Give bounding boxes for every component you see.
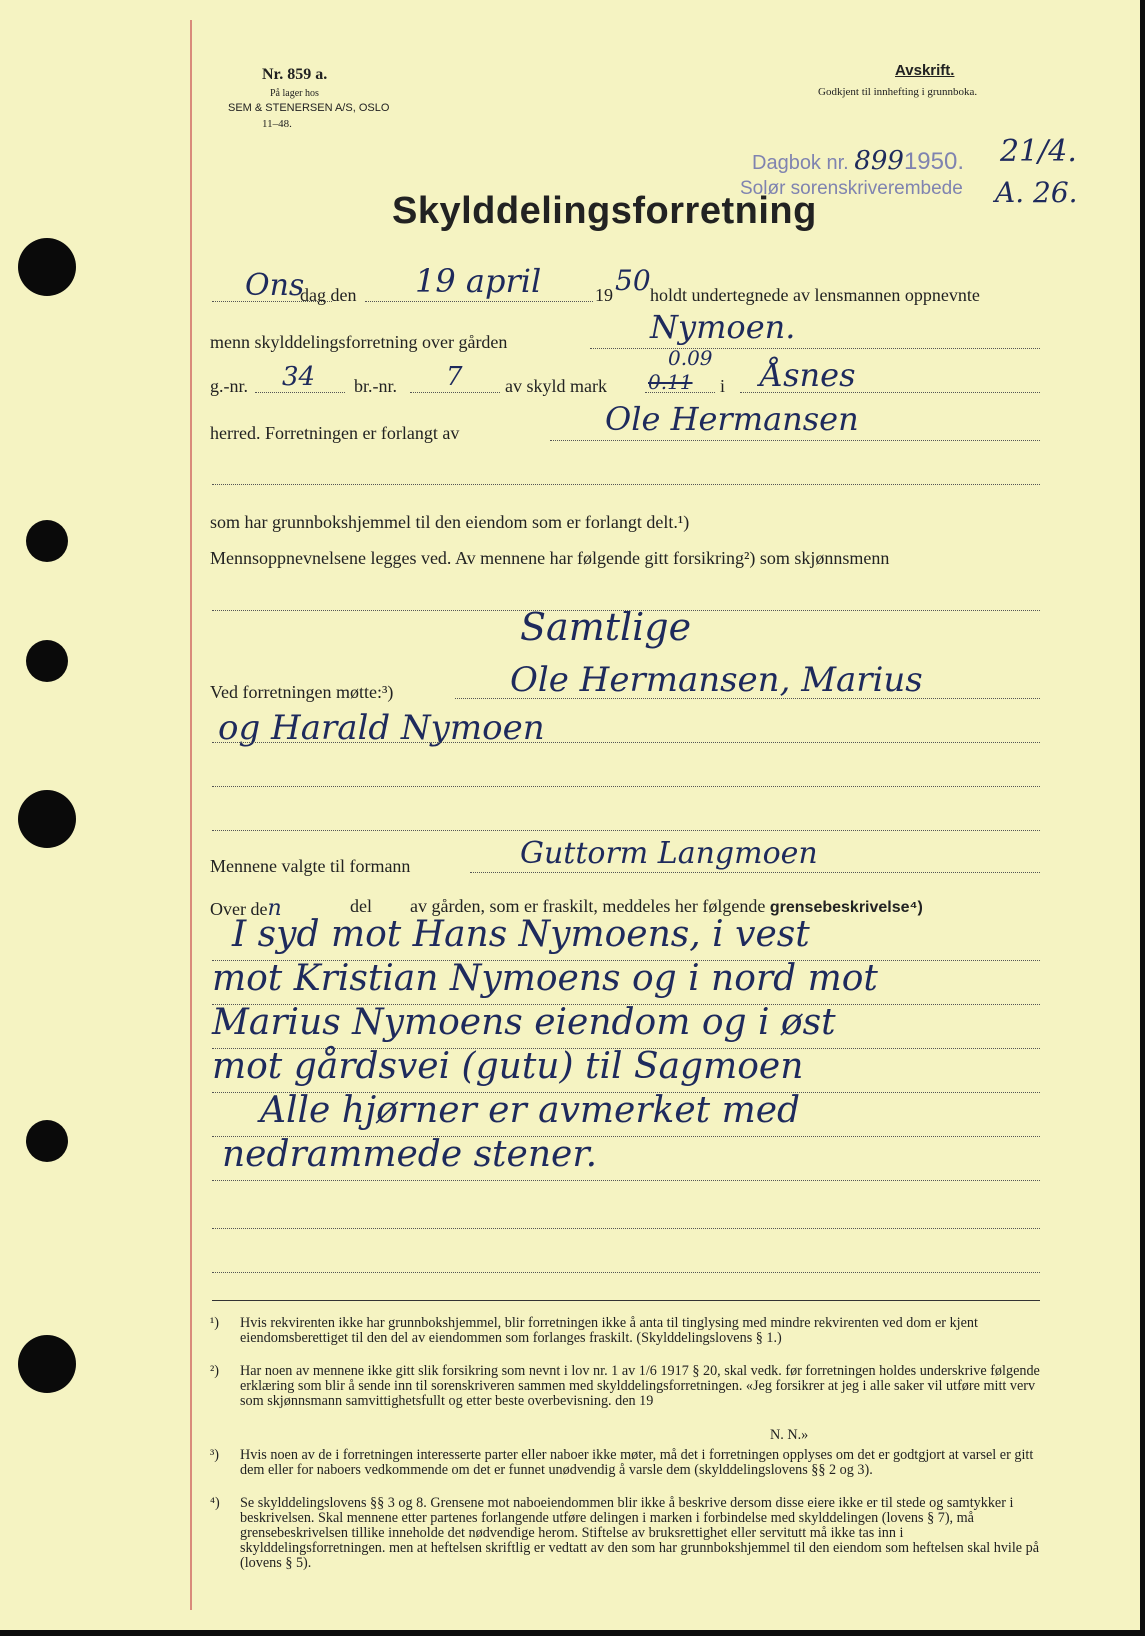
dotted-rule: [212, 1228, 1040, 1229]
boundary-line: mot gårdsvei (gutu) til Sagmoen: [212, 1046, 804, 1087]
chair-label: Mennene valgte til formann: [210, 856, 411, 876]
footnote-signature: N. N.»: [770, 1427, 809, 1443]
attended-2: og Harald Nymoen: [218, 708, 545, 748]
footnote-separator: [212, 1300, 1040, 1301]
boundary-line: Marius Nymoens eiendom og i øst: [212, 1002, 836, 1043]
skyld-new: 0.09: [668, 346, 713, 370]
office-stamp: Solør sorenskriverembede: [740, 178, 963, 199]
brnr-value: 7: [446, 362, 463, 392]
dotted-rule: [212, 301, 332, 302]
page-title: Skylddelingsforretning: [392, 190, 817, 232]
punch-hole: [18, 790, 76, 848]
held-text: holdt undertegnede av lensmannen oppnevnte: [650, 285, 980, 305]
punch-hole: [26, 640, 68, 682]
attended-label: Ved forretningen møtte:³): [210, 682, 394, 702]
requester: Ole Hermansen: [605, 400, 859, 438]
footnote-mark: ¹): [210, 1315, 219, 1331]
footnote: [210, 1316, 1040, 1346]
over-label-text: Over de: [210, 899, 268, 919]
del-label: del: [350, 896, 372, 916]
footnote-text: Se skylddelingslovens §§ 3 og 8. Grensene mot naboeiendommen blir ikke å beskrive dersom disse eiere ikke er til stede og samtykker i beskrivelsen. Skal mennene etter partenes forlangende utføre delingen i marken i forbindelse med skylddelingen (lovens § 7), må grensebeskrivelsen tillike inneholde det nødvendige herom. Stiftelse av bruksrettighet eller servitutt må ikke tas inn i skylddelingsforretningen. men at heftelsen skriftlig er vedtatt av den som har grunnbokshjemmel til den eiendom som heftelsen skal hvile på (lovens § 5).: [240, 1495, 1040, 1571]
boundary-line: I syd mot Hans Nymoens, i vest: [232, 914, 810, 955]
boundary-line: mot Kristian Nymoens og i nord mot: [212, 958, 878, 999]
footnote: [210, 1364, 1040, 1409]
journal-number: 899: [854, 146, 904, 176]
attended-1: Ole Hermansen, Marius: [510, 660, 923, 700]
footnote-text: Hvis noen av de i forretningen interesserte parter eller naboer ikke møter, må det i forretningen opplyses om det er godtgjort at varsel er gitt dem eller for naboers vedkommende om det er funnet unødvendig å varsle dem (skylddelingslovens §§ 2 og 3).: [240, 1447, 1034, 1478]
herred-text: herred. Forretningen er forlangt av: [210, 423, 460, 443]
sworn-men: Samtlige: [520, 605, 692, 649]
footnote: [210, 1448, 1040, 1478]
dotted-rule: [212, 786, 1040, 787]
dotted-rule: [455, 698, 1040, 699]
year-suffix: 50: [615, 264, 651, 297]
dotted-rule: [470, 872, 1040, 873]
punch-hole: [18, 238, 76, 296]
dotted-rule: [255, 392, 345, 393]
footnote-text: Hvis rekvirenten ikke har grunnbokshjemmel, blir forretningen ikke å anta til tinglysing med mindre rekvirenten ved dom er kjent eiendomsberettiget til den del av eiendommen som forlanges fraskilt. (Skylddelingslovens § 1.): [240, 1315, 978, 1346]
publisher: SEM & STENERSEN A/S, OSLO: [228, 102, 390, 114]
form-date: 19 april: [415, 262, 542, 300]
garden-text-plain: av gården, som er fraskilt, meddeles her følgende: [410, 896, 766, 916]
dotted-rule: [365, 301, 593, 302]
dotted-rule: [212, 1180, 1040, 1181]
journal-stamp: [752, 146, 964, 176]
skyld-old: 0.11: [648, 370, 693, 394]
dotted-rule: [212, 742, 1040, 743]
gnr-label: g.-nr.: [210, 376, 248, 396]
margin-line: [190, 20, 192, 1610]
dotted-rule: [212, 830, 1040, 831]
dotted-rule: [645, 392, 715, 393]
boundary-line: Alle hjørner er avmerket med: [260, 1090, 801, 1131]
gnr-value: 34: [282, 362, 316, 392]
footnote-text: Har noen av mennene ikke gitt slik forsikring som nevnt i lov nr. 1 av 1/6 1917 § 20, skal vedk. før forretningen holdes underskrive følgende erklæring som blir å sende inn til sorenskriveren sammen med skylddelingsforretningen. «Jeg forsikrer at jeg i alle saker vil utføre mitt verv som skjønnsmann samvittighetsfullt og etter beste overbevisning. den 19: [240, 1363, 1040, 1409]
footnote: [770, 1428, 970, 1443]
skyld-label: av skyld mark: [505, 376, 607, 396]
dotted-rule: [590, 348, 1040, 349]
punch-hole: [26, 1120, 68, 1162]
date-note: 21/4.: [1000, 134, 1077, 169]
mennsopp-text: Mennsoppnevnelsene legges ved. Av mennene har følgende gitt forsikring²) som skjønnsmenn: [210, 548, 890, 568]
print-date: 11–48.: [262, 118, 292, 130]
dotted-rule: [212, 484, 1040, 485]
i-label: i: [720, 376, 726, 396]
chairman: Guttorm Langmoen: [520, 836, 818, 871]
municipality: Åsnes: [760, 356, 856, 394]
men-text: menn skylddelingsforretning over gården: [210, 332, 508, 352]
over-hand: n: [267, 896, 282, 921]
footnote-mark: ²): [210, 1363, 219, 1379]
farm-name: Nymoen.: [650, 308, 796, 346]
dotted-rule: [550, 440, 1040, 441]
copy-label: Avskrift.: [895, 62, 955, 79]
brnr-label: br.-nr.: [354, 376, 397, 396]
hjemmel-text: som har grunnbokshjemmel til den eiendom som er forlangt delt.¹): [210, 512, 690, 532]
dotted-rule: [212, 1272, 1040, 1273]
day-prefix: Ons: [245, 268, 305, 303]
journal-year: 1950.: [903, 148, 964, 175]
punch-hole: [26, 520, 68, 562]
year-prefix: 19: [595, 285, 613, 305]
sold-by: På lager hos: [270, 88, 319, 99]
punch-hole: [18, 1335, 76, 1393]
dotted-rule: [410, 392, 500, 393]
grense-bold: grensebeskrivelse⁴): [769, 899, 923, 916]
footnote-mark: ³): [210, 1447, 219, 1463]
approved-note: Godkjent til innhefting i grunnboka.: [818, 86, 978, 98]
dotted-rule: [740, 392, 1040, 393]
boundary-line: nedrammede stener.: [222, 1134, 598, 1175]
journal-prefix: Dagbok nr.: [752, 152, 849, 174]
reference-note: A. 26.: [995, 176, 1078, 209]
dag-den-label: dag den: [300, 285, 357, 305]
footnote-mark: ⁴): [210, 1495, 220, 1511]
footnote: [210, 1496, 1040, 1571]
form-number: Nr. 859 a.: [262, 66, 328, 83]
